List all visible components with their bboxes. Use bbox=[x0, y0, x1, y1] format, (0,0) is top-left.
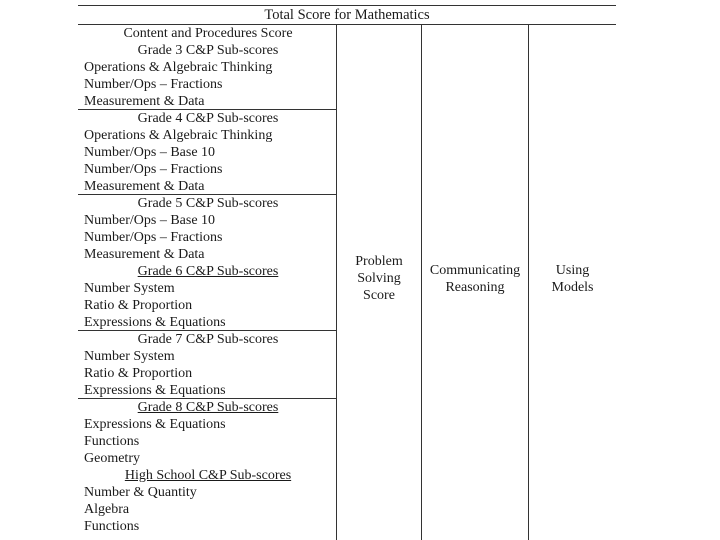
grade8-item: Functions bbox=[84, 434, 140, 449]
high-school-heading bbox=[80, 467, 336, 484]
problem-solving-line: Score bbox=[363, 288, 395, 303]
problem-solving-line: Problem bbox=[355, 254, 403, 269]
using-models-line: Models bbox=[551, 280, 594, 295]
grade7-item: Ratio & Proportion bbox=[84, 366, 193, 381]
using-models-header bbox=[529, 262, 616, 296]
problem-solving-score-header bbox=[337, 253, 421, 304]
grade5-heading: Grade 5 C&P Sub-scores bbox=[137, 196, 279, 211]
problem-solving-line: Solving bbox=[357, 271, 401, 286]
communicating-line: Reasoning bbox=[445, 280, 505, 295]
grade6-heading-text: Grade 6 C&P Sub-scores bbox=[137, 264, 279, 279]
grade6-heading bbox=[80, 263, 336, 280]
grade5-item: Number/Ops – Base 10 bbox=[84, 213, 216, 228]
grade7-item: Expressions & Equations bbox=[84, 383, 226, 398]
grade4-item: Measurement & Data bbox=[84, 179, 205, 194]
table-title: Total Score for Mathematics bbox=[264, 7, 430, 23]
grade8-heading-text: Grade 8 C&P Sub-scores bbox=[137, 400, 279, 415]
grade3-heading: Grade 3 C&P Sub-scores bbox=[137, 43, 279, 58]
communicating-reasoning-header bbox=[422, 262, 528, 296]
grade4-heading: Grade 4 C&P Sub-scores bbox=[137, 111, 279, 126]
grade6-item: Number System bbox=[84, 281, 175, 296]
grade4-item: Number/Ops – Base 10 bbox=[84, 145, 216, 160]
high-school-heading-text: High School C&P Sub-scores bbox=[124, 468, 292, 483]
table-top-border bbox=[78, 5, 616, 6]
grade7-item: Number System bbox=[84, 349, 175, 364]
high-school-item: Number & Quantity bbox=[84, 485, 197, 500]
grade3-item: Measurement & Data bbox=[84, 94, 205, 109]
grade5-item: Number/Ops – Fractions bbox=[84, 230, 223, 245]
grade8-item: Geometry bbox=[84, 451, 140, 466]
grade6-item: Ratio & Proportion bbox=[84, 298, 193, 313]
grade8-item: Expressions & Equations bbox=[84, 417, 226, 432]
grade4-item: Operations & Algebraic Thinking bbox=[84, 128, 273, 143]
high-school-item: Functions bbox=[84, 519, 140, 534]
grade3-item: Operations & Algebraic Thinking bbox=[84, 60, 273, 75]
grade6-item: Expressions & Equations bbox=[84, 315, 226, 330]
grade8-heading bbox=[80, 399, 336, 416]
using-models-line: Using bbox=[555, 263, 590, 278]
grade7-heading: Grade 7 C&P Sub-scores bbox=[137, 332, 279, 347]
content-procedures-header: Content and Procedures Score bbox=[123, 26, 293, 41]
communicating-line: Communicating bbox=[429, 263, 521, 278]
grade4-item: Number/Ops – Fractions bbox=[84, 162, 223, 177]
grade5-item: Measurement & Data bbox=[84, 247, 205, 262]
grade3-item: Number/Ops – Fractions bbox=[84, 77, 223, 92]
high-school-item: Algebra bbox=[84, 502, 130, 517]
